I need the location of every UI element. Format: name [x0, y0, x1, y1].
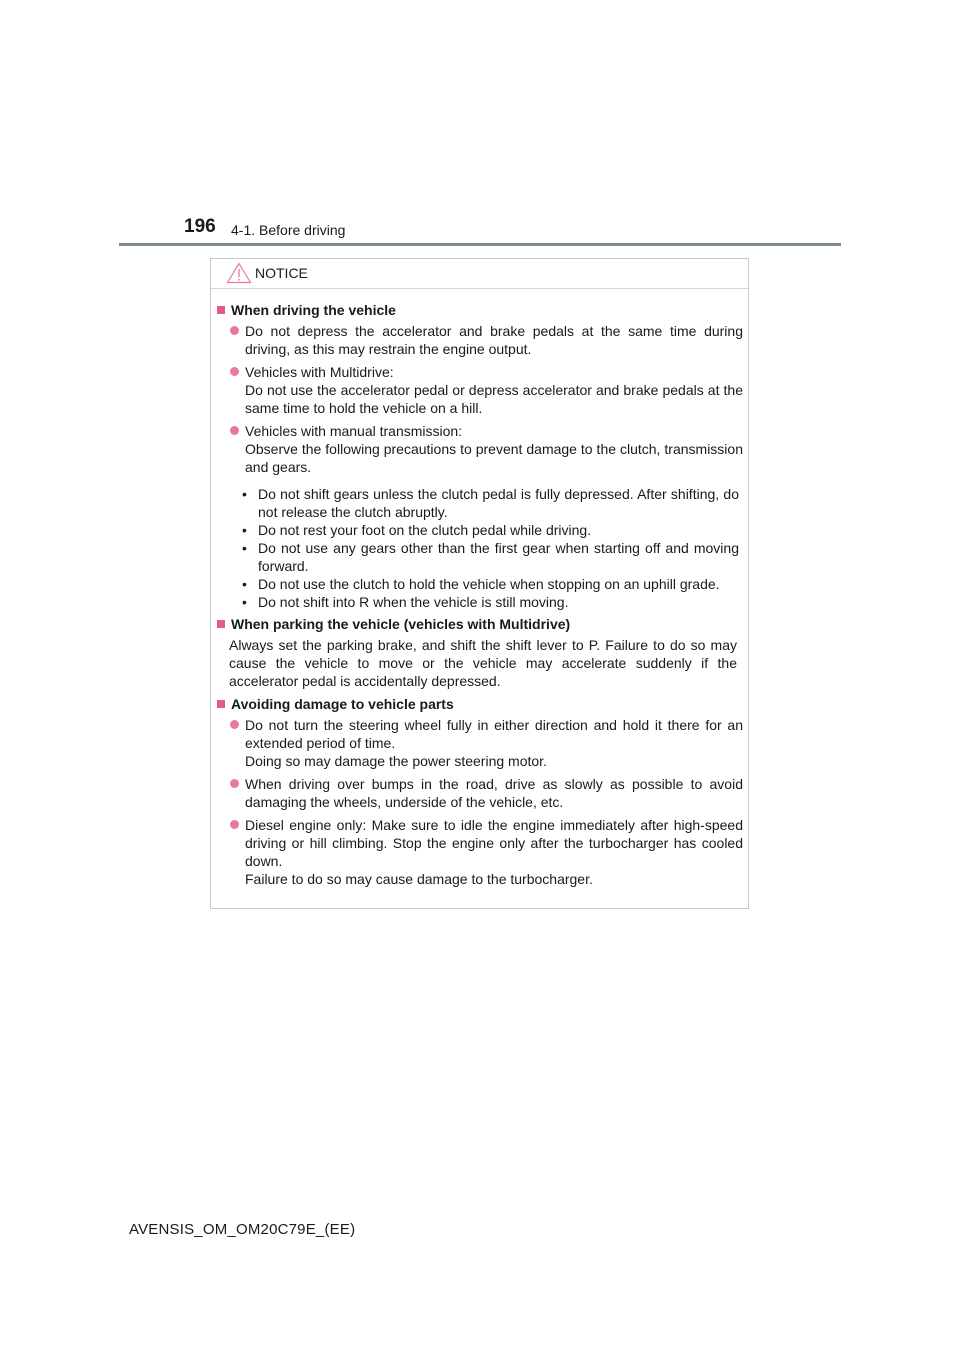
bullet-line: Doing so may damage the power steering motor.: [245, 753, 547, 769]
section-heading-text: When parking the vehicle (vehicles with Multidrive): [231, 616, 571, 632]
bullet-item: [230, 775, 743, 811]
bullet-item: [230, 322, 743, 358]
bullet-line: Vehicles with Multidrive:: [245, 364, 394, 380]
bullet-line: Diesel engine only: Make sure to idle the engine immediately after high-speed driving or hill climbing. Stop the engine only after the turbocharger has cooled down.: [245, 817, 743, 869]
sub-item: • Do not rest your foot on the clutch pedal while driving.: [242, 522, 592, 538]
warning-triangle-icon: [226, 262, 252, 284]
notice-label: NOTICE: [255, 265, 308, 281]
bullet-line: Vehicles with manual transmission:: [245, 423, 463, 439]
bullet-item: [230, 816, 743, 888]
section-paragraph: Always set the parking brake, and shift the shift lever to P. Failure to do so may cause the vehicle to move or the vehicle may accelerate suddenly if the accelerator pedal is accidentally depressed.: [229, 637, 737, 689]
bullet-item: [230, 716, 743, 770]
sub-item-list: [235, 485, 743, 611]
square-bullet-icon: [217, 306, 225, 314]
section-heading: [216, 615, 743, 633]
bullet-text: Do not depress the accelerator and brake pedals at the same time during driving, as this may restrain the engine output.: [245, 323, 743, 357]
bullet-line: Do not turn the steering wheel fully in either direction and hold it there for an extended period of time.: [245, 717, 743, 751]
footer-document-code: AVENSIS_OM_OM20C79E_(EE): [129, 1221, 356, 1238]
circle-bullet-icon: [230, 720, 239, 729]
sub-item: • Do not shift gears unless the clutch pedal is fully depressed. After shifting, do not release the clutch abruptly.: [242, 486, 739, 520]
section-heading: [216, 695, 743, 713]
bullet-line: Failure to do so may cause damage to the turbocharger.: [245, 871, 593, 887]
circle-bullet-icon: [230, 326, 239, 335]
section-title: 4-1. Before driving: [231, 222, 346, 238]
bullet-text: [245, 716, 743, 770]
circle-bullet-icon: [230, 367, 239, 376]
header-rule: [119, 243, 841, 246]
bullet-text: [245, 816, 743, 888]
page-number: 196: [184, 216, 216, 237]
square-bullet-icon: [217, 700, 225, 708]
circle-bullet-icon: [230, 820, 239, 829]
bullet-text: When driving over bumps in the road, drive as slowly as possible to avoid damaging the wheels, underside of the vehicle, etc.: [245, 776, 743, 810]
bullet-text: [245, 363, 743, 417]
notice-body: [211, 289, 748, 888]
sub-item: • Do not use the clutch to hold the vehicle when stopping on an uphill grade.: [242, 576, 720, 592]
section-heading-text: Avoiding damage to vehicle parts: [231, 696, 454, 712]
bullet-line: Observe the following precautions to prevent damage to the clutch, transmission and gears.: [245, 441, 743, 475]
bullet-item: [230, 363, 743, 417]
notice-header: [211, 259, 748, 289]
bullet-item: [230, 422, 743, 481]
square-bullet-icon: [217, 620, 225, 628]
circle-bullet-icon: [230, 426, 239, 435]
bullet-text: [245, 422, 743, 481]
sub-item: • Do not use any gears other than the first gear when starting off and moving forward.: [242, 540, 739, 574]
section-heading-text: When driving the vehicle: [231, 302, 396, 318]
notice-box: [210, 258, 749, 909]
section-heading: [216, 301, 743, 319]
circle-bullet-icon: [230, 779, 239, 788]
bullet-line: Do not use the accelerator pedal or depress accelerator and brake pedals at the same time to hold the vehicle on a hill.: [245, 382, 743, 416]
sub-item: • Do not shift into R when the vehicle is still moving.: [242, 594, 569, 610]
